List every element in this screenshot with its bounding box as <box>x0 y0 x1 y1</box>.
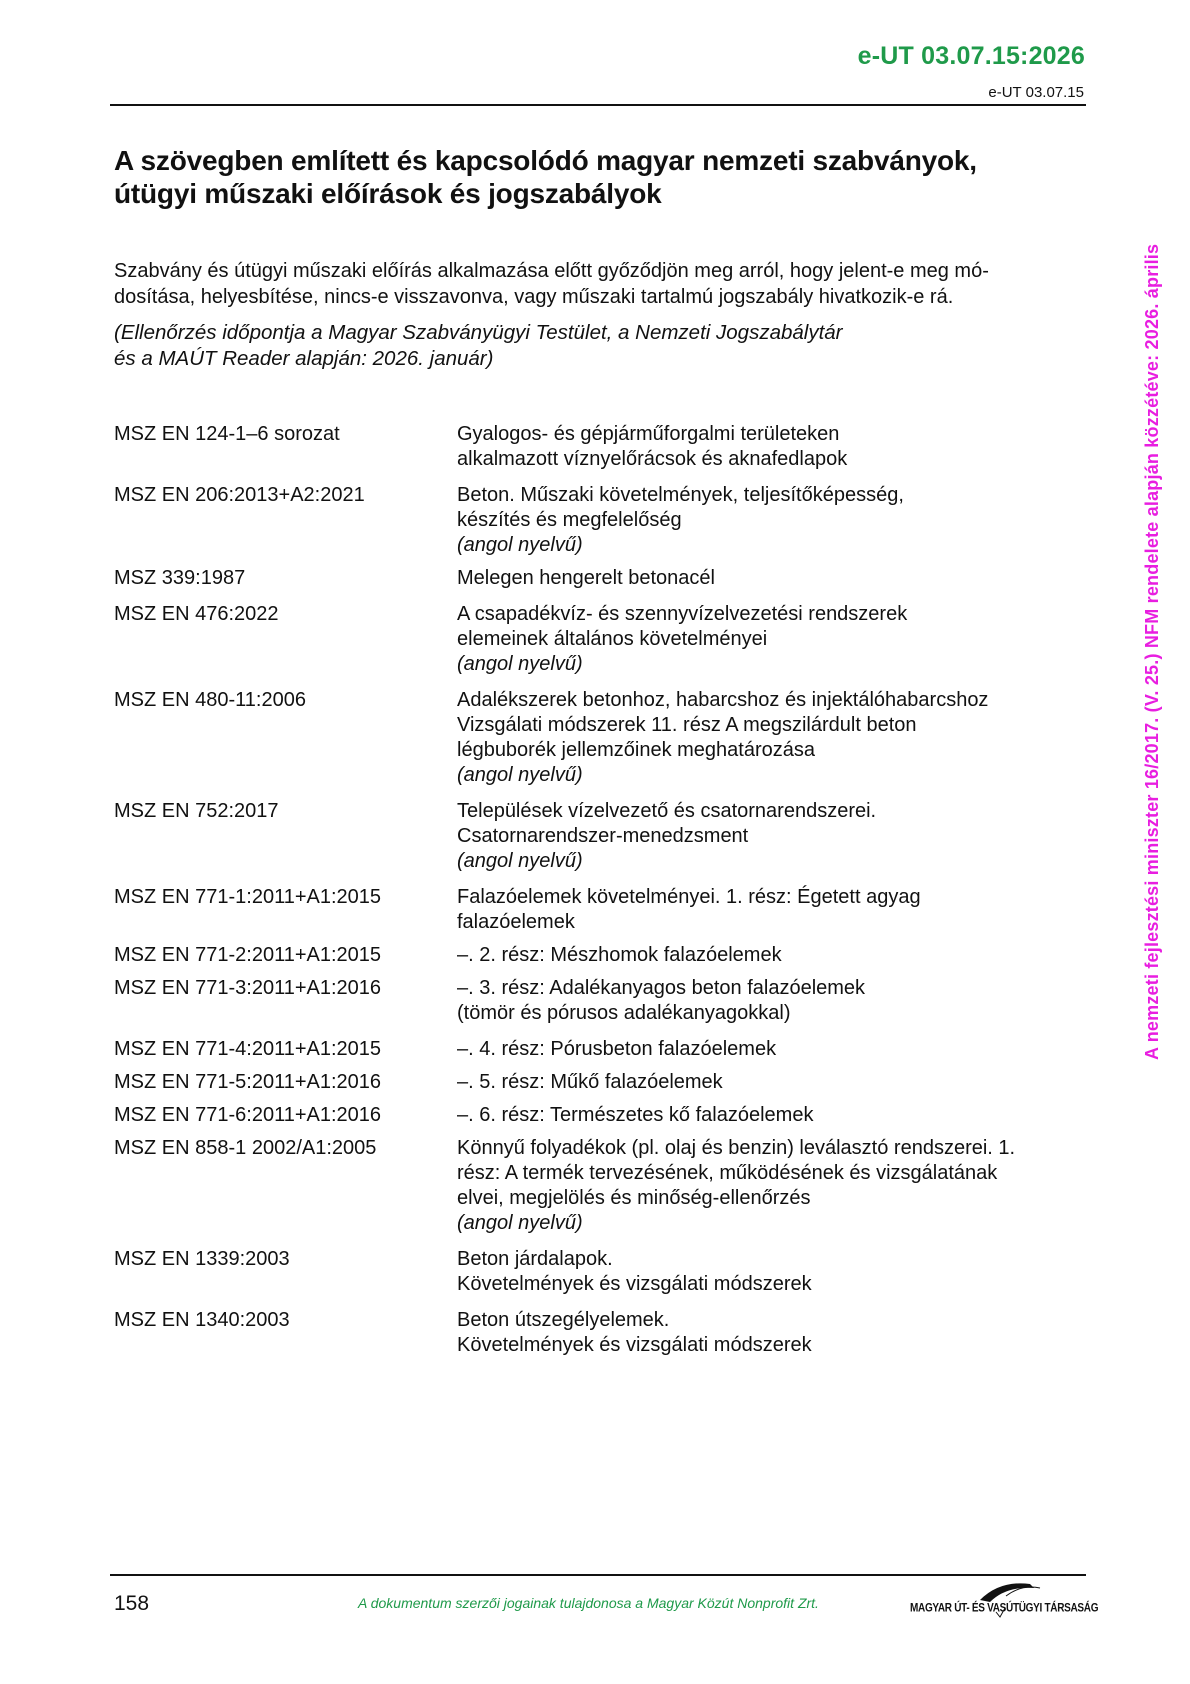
standard-row <box>114 602 1094 677</box>
standard-row <box>114 1308 1094 1358</box>
standard-title-line: Követelmények és vizsgálati módszerek <box>457 1334 812 1356</box>
copyright-notice: A dokumentum szerzői jogainak tulajdonosa a Magyar Közút Nonprofit Zrt. <box>358 1595 819 1611</box>
standard-title <box>457 885 1094 935</box>
standard-code: MSZ EN 771-3:2011+A1:2016 <box>114 977 382 999</box>
standard-title <box>457 1037 1094 1062</box>
standard-code: MSZ EN 858-1 2002/A1:2005 <box>114 1137 377 1159</box>
standard-title-line: –. 6. rész: Természetes kő falazóelemek <box>457 1104 814 1126</box>
standard-code: MSZ 339:1987 <box>114 567 246 589</box>
standard-title-line: Beton útszegélyelemek. <box>457 1309 670 1331</box>
standard-code: MSZ EN 771-2:2011+A1:2015 <box>114 944 382 966</box>
page-title-line: A szövegben említett és kapcsolódó magyar nemzeti szabványok, <box>114 145 977 176</box>
intro-paragraph <box>114 258 1094 310</box>
standard-code: MSZ EN 771-6:2011+A1:2016 <box>114 1104 382 1126</box>
standard-row <box>114 1037 1094 1062</box>
logo-text: MAGYAR ÚT- ÉS VASÚTÜGYI TÁRSASÁG <box>910 1601 1099 1616</box>
language-note: (angol nyelvű) <box>457 764 583 786</box>
standard-title-line: Beton. Műszaki követelmények, teljesítőképesség, <box>457 484 904 506</box>
maut-logo <box>910 1574 1099 1618</box>
standard-title-line: falazóelemek <box>457 911 575 933</box>
standard-title <box>457 943 1094 968</box>
standard-row <box>114 1136 1094 1236</box>
standard-title-line: Beton járdalapok. <box>457 1248 613 1270</box>
standard-title-line: elvei, megjelölés és minőség-ellenőrzés <box>457 1187 811 1209</box>
standard-row <box>114 976 1094 1026</box>
standard-row <box>114 422 1094 472</box>
standard-title <box>457 566 1094 591</box>
standard-row <box>114 1247 1094 1297</box>
standard-title-line: Vizsgálati módszerek 11. rész A megszilárdult beton <box>457 714 917 736</box>
language-note: (angol nyelvű) <box>457 534 583 556</box>
standard-title-line: elemeinek általános követelményei <box>457 628 768 650</box>
standard-row <box>114 483 1094 558</box>
standard-row <box>114 1103 1094 1128</box>
standard-title <box>457 1308 1094 1358</box>
standard-title <box>457 799 1094 874</box>
standard-code: MSZ EN 771-4:2011+A1:2015 <box>114 1038 382 1060</box>
standard-title-line: A csapadékvíz- és szennyvízelvezetési rendszerek <box>457 603 908 625</box>
document-code-short: e-UT 03.07.15 <box>988 84 1084 101</box>
standard-title <box>457 422 1094 472</box>
standard-code: MSZ EN 771-1:2011+A1:2015 <box>114 886 382 908</box>
intro-line: Szabvány és útügyi műszaki előírás alkalmazása előtt győződjön meg arról, hogy jelent-e meg mó- <box>114 260 989 282</box>
language-note: (angol nyelvű) <box>457 850 583 872</box>
standard-title <box>457 602 1094 677</box>
note-line: (Ellenőrzés időpontja a Magyar Szabványügyi Testület, a Nemzeti Jogszabálytár <box>114 321 843 344</box>
standard-title-line: készítés és megfelelőség <box>457 509 682 531</box>
language-note: (angol nyelvű) <box>457 1212 583 1234</box>
standard-code: MSZ EN 206:2013+A2:2021 <box>114 484 365 506</box>
standard-title-line: (tömör és pórusos adalékanyagokkal) <box>457 1002 791 1024</box>
standard-title <box>457 483 1094 558</box>
standard-title-line: Gyalogos- és gépjárműforgalmi területeken <box>457 423 840 445</box>
standards-list <box>114 422 1094 1358</box>
note-line: és a MAÚT Reader alapján: 2026. január) <box>114 347 494 370</box>
standard-code: MSZ EN 752:2017 <box>114 800 279 822</box>
page-title-line: útügyi műszaki előírások és jogszabályok <box>114 178 662 209</box>
standard-row <box>114 885 1094 935</box>
standard-title <box>457 976 1094 1026</box>
standard-title <box>457 1247 1094 1297</box>
header-divider <box>110 104 1086 106</box>
standard-code: MSZ EN 1339:2003 <box>114 1248 290 1270</box>
standard-code: MSZ EN 476:2022 <box>114 603 279 625</box>
standard-code: MSZ EN 124-1–6 sorozat <box>114 423 340 445</box>
standard-title-line: Melegen hengerelt betonacél <box>457 567 715 589</box>
standard-title-line: Települések vízelvezető és csatornarendszerei. <box>457 800 877 822</box>
standard-row <box>114 566 1094 591</box>
standard-title-line: –. 5. rész: Műkő falazóelemek <box>457 1071 723 1093</box>
page-title <box>114 144 1014 210</box>
standard-code: MSZ EN 771-5:2011+A1:2016 <box>114 1071 382 1093</box>
standard-title-line: Falazóelemek követelményei. 1. rész: Égetett agyag <box>457 886 921 908</box>
check-date-note <box>114 320 1014 372</box>
intro-line: dosítása, helyesbítése, nincs-e visszavonva, vagy műszaki tartalmú jogszabály hivatkozik-e rá. <box>114 286 954 308</box>
standard-title <box>457 688 1094 788</box>
standard-title-line: rész: A termék tervezésének, működésének és vizsgálatának <box>457 1162 998 1184</box>
standard-title <box>457 1136 1094 1236</box>
standard-code: MSZ EN 480-11:2006 <box>114 689 306 711</box>
standard-row <box>114 799 1094 874</box>
document-code: e-UT 03.07.15:2026 <box>857 42 1085 70</box>
standard-title-line: Csatornarendszer-menedzsment <box>457 825 749 847</box>
standard-title-line: Követelmények és vizsgálati módszerek <box>457 1273 812 1295</box>
standard-title-line: –. 2. rész: Mészhomok falazóelemek <box>457 944 782 966</box>
standard-row <box>114 1070 1094 1095</box>
standard-code: MSZ EN 1340:2003 <box>114 1309 290 1331</box>
standard-title <box>457 1103 1094 1128</box>
language-note: (angol nyelvű) <box>457 653 583 675</box>
standard-title-line: Könnyű folyadékok (pl. olaj és benzin) leválasztó rendszerei. 1. <box>457 1137 1016 1159</box>
standard-title-line: légbuborék jellemzőinek meghatározása <box>457 739 815 761</box>
standard-row <box>114 943 1094 968</box>
publication-side-note: A nemzeti fejlesztési miniszter 16/2017. (V. 25.) NFM rendelete alapján közzétéve: 2026. április <box>1142 243 1162 1060</box>
standard-row <box>114 688 1094 788</box>
standard-title-line: alkalmazott víznyelőrácsok és aknafedlapok <box>457 448 848 470</box>
standard-title <box>457 1070 1094 1095</box>
standard-title-line: –. 4. rész: Pórusbeton falazóelemek <box>457 1038 777 1060</box>
page-number: 158 <box>114 1592 150 1615</box>
standard-title-line: Adalékszerek betonhoz, habarcshoz és injektálóhabarcshoz <box>457 689 989 711</box>
standard-title-line: –. 3. rész: Adalékanyagos beton falazóelemek <box>457 977 866 999</box>
